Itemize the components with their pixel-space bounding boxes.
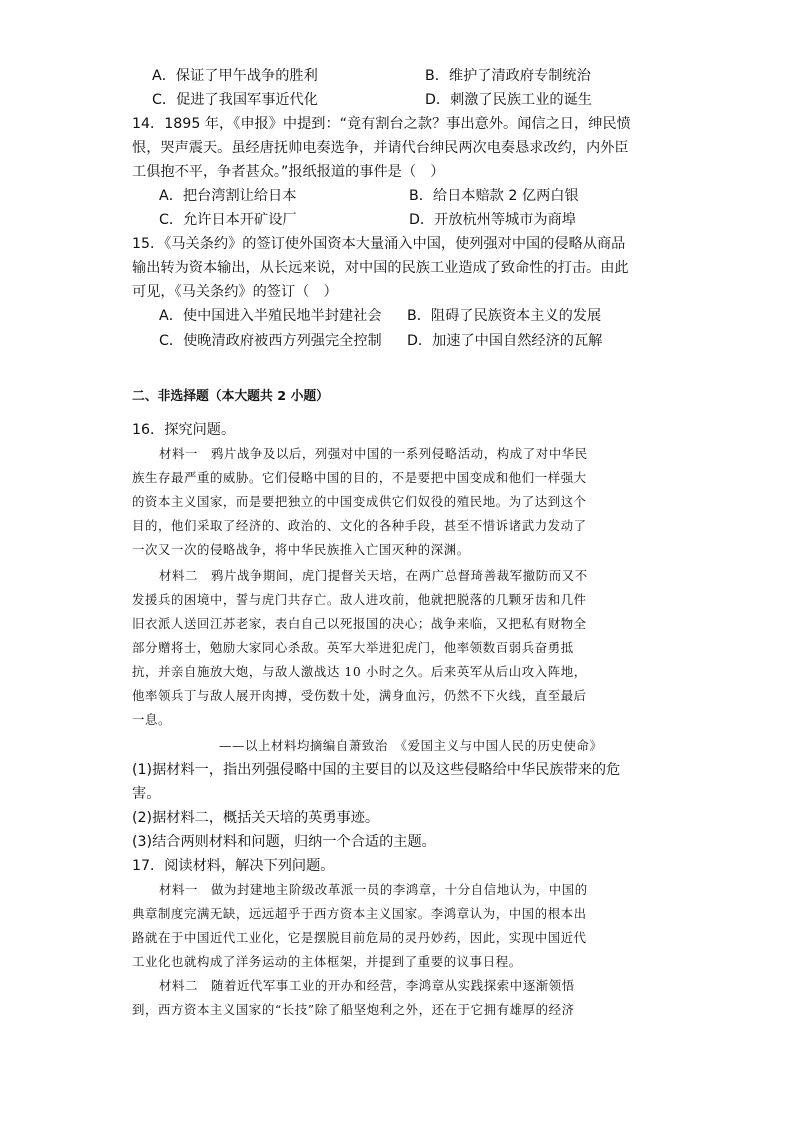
q16-material-1-line-1: 材料一 鸦片战争及以后，列强对中国的一系列侵略活动，构成了对中华民 (159, 446, 588, 461)
q17-material-1-line-4: 工业化也就构成了洋务运动的主体框架，并提到了重要的议事日程。 (132, 954, 522, 969)
q14-stem-line-1: 14．1895 年，《申报》中提到：“竟有割台之款？事出意外。闻信之日，绅民愤 (132, 116, 631, 132)
q13-option-c: C．促进了我国军事近代化 (152, 92, 318, 108)
q15-option-c: C．使晚清政府被西方列强完全控制 (159, 333, 382, 349)
q16-subquestion-3: (3)结合两则材料和问题，归纳一个合适的主题。 (132, 834, 436, 850)
q16-subquestion-2: (2)据材料二，概括关天培的英勇事迹。 (132, 810, 380, 826)
q13-option-d: D．刺激了民族工业的诞生 (425, 92, 592, 108)
q14-option-b: B．给日本赔款 2 亿两白银 (409, 188, 579, 204)
q16-source-citation: ——以上材料均摘编自萧致治 《爱国主义与中国人民的历史使命》 (219, 738, 603, 753)
q16-material-1-line-2: 族生存最严重的威胁。它们侵略中国的目的，不是要把中国变成和他们一样强大 (132, 470, 587, 485)
q13-option-a: A．保证了甲午战争的胜利 (152, 68, 318, 84)
q14-stem-line-2: 恨，哭声震天。虽经唐抚帅电奏选争，并请代台绅民两次电奏恳求改约，内外臣 (132, 140, 629, 156)
section-2-heading: 二、非选择题（本大题共 2 小题） (132, 389, 329, 404)
q13-option-b: B．维护了清政府专制统治 (425, 68, 591, 84)
q16-material-2-line-5: 抗，并亲自施放大炮，与敌人激战达 10 小时之久。后来英军从后山攻入阵地， (132, 664, 587, 679)
q15-option-a: A．使中国进入半殖民地半封建社会 (159, 308, 382, 324)
q16-material-2-line-7: 一息。 (132, 712, 171, 727)
q14-option-a: A．把台湾割让给日本 (159, 188, 297, 204)
q14-option-c: C．允许日本开矿设厂 (159, 212, 297, 228)
q16-subquestion-1-line-1: (1)据材料一，指出列强侵略中国的主要目的以及这些侵略给中华民族带来的危 (132, 762, 621, 778)
q15-stem-line-1: 15．《马关条约》的签订使外国资本大量涌入中国，使列强对中国的侵略从商品 (132, 236, 626, 252)
q15-stem-line-3: 可见，《马关条约》的签订（ ） (132, 284, 338, 300)
q16-material-1-line-5: 一次又一次的侵略战争，将中华民族推入亡国灭种的深渊。 (132, 542, 470, 557)
q16-material-2-line-3: 旧衣派人送回江苏老家，表白自己以死报国的决心；战争来临，又把私有财物全 (132, 616, 587, 631)
q16-material-2-line-1: 材料二 鸦片战争期间，虎门提督关天培，在两广总督琦善裁军撤防而又不 (159, 568, 588, 583)
q17-material-1-line-1: 材料一 做为封建地主阶级改革派一员的李鸿章，十分自信地认为，中国的 (159, 882, 588, 897)
q16-material-1-line-4: 目的，他们采取了经济的、政治的、文化的各种手段，甚至不惜诉诸武力发动了 (132, 518, 587, 533)
q16-material-2-line-2: 发援兵的困境中，誓与虎门共存亡。敌人进攻前，他就把脱落的几颗牙齿和几件 (132, 592, 587, 607)
q15-stem-line-2: 输出转为资本输出，从长远来说，对中国的民族工业造成了致命性的打击。由此 (132, 260, 629, 276)
q16-subquestion-1-line-2: 害。 (132, 786, 161, 802)
q17-material-2-line-2: 到，西方资本主义国家的“长技”除了船坚炮利之外，还在于它拥有雄厚的经济 (132, 1002, 575, 1017)
q17-material-2-line-1: 材料二 随着近代军事工业的开办和经营，李鸿章从实践探索中逐渐领悟 (159, 978, 575, 993)
q14-option-d: D．开放杭州等城市为商埠 (409, 212, 576, 228)
q16-material-1-line-3: 的资本主义国家，而是要把独立的中国变成供它们奴役的殖民地。为了达到这个 (132, 494, 587, 509)
q17-title: 17．阅读材料，解决下列问题。 (132, 858, 335, 874)
q16-material-2-line-4: 部分赠将士，勉励大家同心杀敌。英军大举进犯虎门，他率领数百弱兵奋勇抵 (132, 640, 574, 655)
q17-material-1-line-2: 典章制度完满无缺，远远超乎于西方资本主义国家。李鸿章认为，中国的根本出 (132, 906, 587, 921)
q14-stem-line-3: 工俱抱不平，争者甚众。”报纸报道的事件是（ ） (132, 164, 445, 180)
q16-title: 16．探究问题。 (132, 422, 236, 438)
q17-material-1-line-3: 路就在于中国近代工业化，它是摆脱目前危局的灵丹妙药，因此，实现中国近代 (132, 930, 587, 945)
q16-material-2-line-6: 他率领兵丁与敌人展开肉搏，受伤数十处，满身血污，仍然不下火线，直至最后 (132, 688, 587, 703)
q15-option-b: B．阻碍了民族资本主义的发展 (407, 308, 602, 324)
q15-option-d: D．加速了中国自然经济的瓦解 (407, 333, 603, 349)
